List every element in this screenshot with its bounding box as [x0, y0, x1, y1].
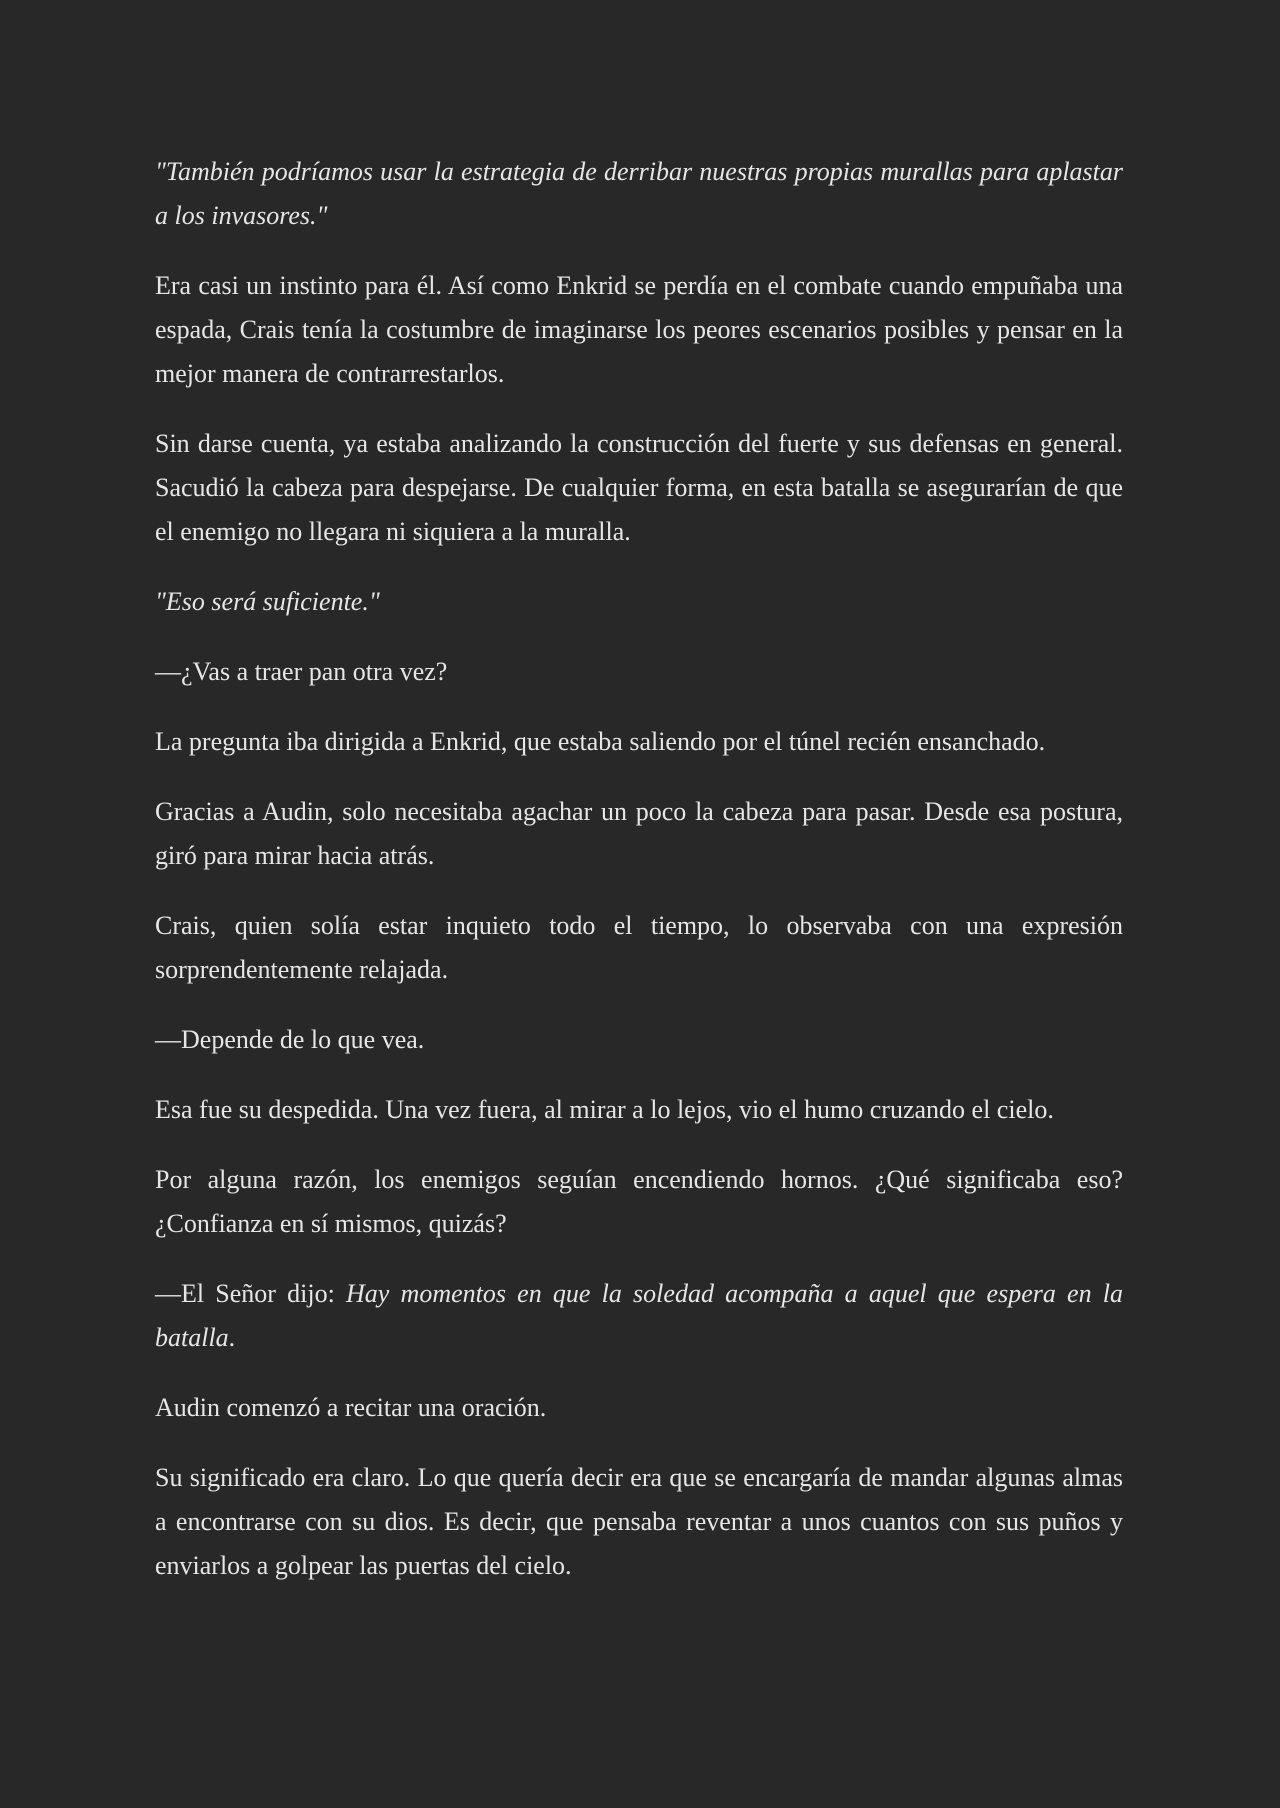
dialogue-tail: . [228, 1323, 236, 1352]
paragraph-thought-2: "Eso será suficiente." [155, 587, 380, 616]
paragraph-dialogue-2: —Depende de lo que vea. [155, 1025, 425, 1054]
paragraph-6: La pregunta iba dirigida a Enkrid, que estaba saliendo por el túnel recién ensanchado. [155, 727, 1046, 756]
paragraph-dialogue-1: —¿Vas a traer pan otra vez? [155, 657, 448, 686]
paragraph-dialogue-3 [155, 1272, 1123, 1360]
paragraph-10: Esa fue su despedida. Una vez fuera, al mirar a lo lejos, vio el humo cruzando el cielo. [155, 1095, 1054, 1124]
quoted-scripture: Hay momentos en que la soledad acompaña a aquel que espera en la batalla [155, 1279, 1124, 1352]
paragraph-13: Audin comenzó a recitar una oración. [155, 1393, 547, 1422]
dialogue-lead: —El Señor dijo: [155, 1279, 347, 1308]
paragraph-14: Su significado era claro. Lo que quería decir era que se encargaría de mandar algunas almas a encontrarse con su dios. Es decir, que pensaba reventar a unos cuantos con sus puños y enviarlos a golpear las puertas del cielo. [155, 1463, 1123, 1580]
paragraph-thought-1: "También podríamos usar la estrategia de derribar nuestras propias murallas para aplastar a los invasores." [155, 157, 1123, 230]
paragraph-3: Sin darse cuenta, ya estaba analizando la construcción del fuerte y sus defensas en general. Sacudió la cabeza para despejarse. De cualquier forma, en esta batalla se asegurarían de que el enemigo no llegara ni siquiera a la muralla. [155, 429, 1123, 546]
paragraph-8: Crais, quien solía estar inquieto todo el tiempo, lo observaba con una expresión sorprendentemente relajada. [155, 911, 1123, 984]
paragraph-7: Gracias a Audin, solo necesitaba agachar un poco la cabeza para pasar. Desde esa postura, giró para mirar hacia atrás. [155, 797, 1123, 870]
paragraph-11: Por alguna razón, los enemigos seguían encendiendo hornos. ¿Qué significaba eso? ¿Confianza en sí mismos, quizás? [155, 1165, 1123, 1238]
chapter-text [155, 150, 1123, 1588]
paragraph-2: Era casi un instinto para él. Así como Enkrid se perdía en el combate cuando empuñaba una espada, Crais tenía la costumbre de imaginarse los peores escenarios posibles y pensar en la mejor manera de contrarrestarlos. [155, 271, 1123, 388]
